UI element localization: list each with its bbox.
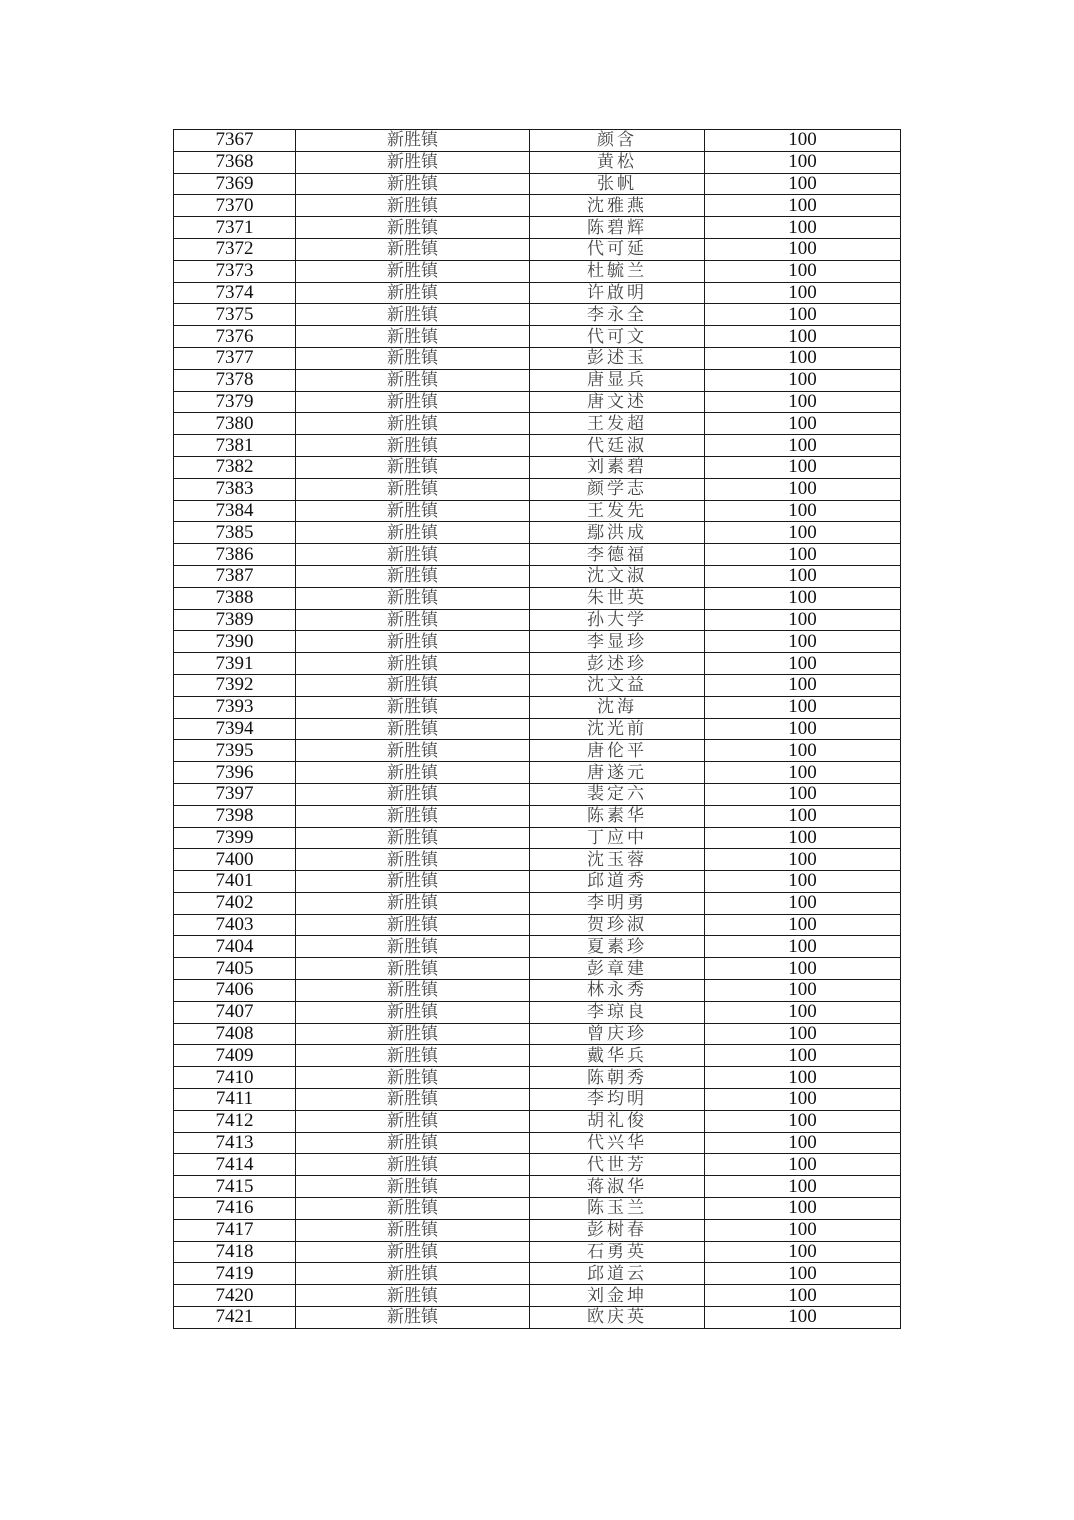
row-number-cell: 7418 (174, 1241, 296, 1263)
table-row (174, 413, 901, 435)
town-cell: 新胜镇 (296, 805, 530, 827)
person-name-cell: 孙大学 (530, 609, 705, 631)
amount-cell: 100 (705, 609, 901, 631)
person-name-cell: 石勇英 (530, 1241, 705, 1263)
table-row (174, 1023, 901, 1045)
town-cell: 新胜镇 (296, 369, 530, 391)
amount-cell: 100 (705, 456, 901, 478)
person-name-cell: 唐遂元 (530, 762, 705, 784)
amount-cell: 100 (705, 936, 901, 958)
town-cell: 新胜镇 (296, 326, 530, 348)
table-row (174, 1045, 901, 1067)
row-number-cell: 7380 (174, 413, 296, 435)
person-name-cell: 陈玉兰 (530, 1198, 705, 1220)
person-name-cell: 李永全 (530, 304, 705, 326)
person-name-cell: 刘金坤 (530, 1285, 705, 1307)
person-name-cell: 欧庆英 (530, 1307, 705, 1329)
table-row (174, 500, 901, 522)
row-number-cell: 7375 (174, 304, 296, 326)
person-name-cell: 代世芳 (530, 1154, 705, 1176)
table-row (174, 238, 901, 260)
town-cell: 新胜镇 (296, 1045, 530, 1067)
town-cell: 新胜镇 (296, 1132, 530, 1154)
town-cell: 新胜镇 (296, 958, 530, 980)
table-row (174, 980, 901, 1002)
table-row (174, 871, 901, 893)
person-name-cell: 许啟明 (530, 282, 705, 304)
person-name-cell: 丁应中 (530, 827, 705, 849)
row-number-cell: 7396 (174, 762, 296, 784)
amount-cell: 100 (705, 238, 901, 260)
table-row (174, 631, 901, 653)
amount-cell: 100 (705, 1176, 901, 1198)
amount-cell: 100 (705, 631, 901, 653)
row-number-cell: 7413 (174, 1132, 296, 1154)
table-row (174, 827, 901, 849)
amount-cell: 100 (705, 282, 901, 304)
town-cell: 新胜镇 (296, 1001, 530, 1023)
person-name-cell: 颜学志 (530, 478, 705, 500)
row-number-cell: 7402 (174, 892, 296, 914)
row-number-cell: 7400 (174, 849, 296, 871)
amount-cell: 100 (705, 195, 901, 217)
table-row (174, 718, 901, 740)
row-number-cell: 7383 (174, 478, 296, 500)
amount-cell: 100 (705, 435, 901, 457)
row-number-cell: 7421 (174, 1307, 296, 1329)
person-name-cell: 沈海 (530, 696, 705, 718)
person-name-cell: 杜毓兰 (530, 260, 705, 282)
person-name-cell: 彭述玉 (530, 347, 705, 369)
table-row (174, 173, 901, 195)
amount-cell: 100 (705, 1023, 901, 1045)
amount-cell: 100 (705, 849, 901, 871)
table-row (174, 1198, 901, 1220)
table-row (174, 522, 901, 544)
person-name-cell: 胡礼俊 (530, 1110, 705, 1132)
row-number-cell: 7388 (174, 587, 296, 609)
table-row (174, 544, 901, 566)
table-row (174, 304, 901, 326)
person-name-cell: 夏素珍 (530, 936, 705, 958)
row-number-cell: 7384 (174, 500, 296, 522)
row-number-cell: 7374 (174, 282, 296, 304)
amount-cell: 100 (705, 674, 901, 696)
row-number-cell: 7412 (174, 1110, 296, 1132)
table-row (174, 217, 901, 239)
table-row (174, 1285, 901, 1307)
town-cell: 新胜镇 (296, 674, 530, 696)
town-cell: 新胜镇 (296, 478, 530, 500)
amount-cell: 100 (705, 304, 901, 326)
person-name-cell: 王发先 (530, 500, 705, 522)
row-number-cell: 7381 (174, 435, 296, 457)
amount-cell: 100 (705, 478, 901, 500)
town-cell: 新胜镇 (296, 1089, 530, 1111)
amount-cell: 100 (705, 500, 901, 522)
row-number-cell: 7376 (174, 326, 296, 348)
town-cell: 新胜镇 (296, 1219, 530, 1241)
amount-cell: 100 (705, 1241, 901, 1263)
amount-cell: 100 (705, 1110, 901, 1132)
table-row (174, 391, 901, 413)
row-number-cell: 7395 (174, 740, 296, 762)
town-cell: 新胜镇 (296, 522, 530, 544)
amount-cell: 100 (705, 544, 901, 566)
town-cell: 新胜镇 (296, 1285, 530, 1307)
town-cell: 新胜镇 (296, 1023, 530, 1045)
amount-cell: 100 (705, 892, 901, 914)
table-row (174, 1154, 901, 1176)
row-number-cell: 7392 (174, 674, 296, 696)
person-name-cell: 李显珍 (530, 631, 705, 653)
amount-cell: 100 (705, 1001, 901, 1023)
person-name-cell: 朱世英 (530, 587, 705, 609)
person-name-cell: 唐文述 (530, 391, 705, 413)
town-cell: 新胜镇 (296, 456, 530, 478)
amount-cell: 100 (705, 522, 901, 544)
person-name-cell: 沈雅燕 (530, 195, 705, 217)
amount-cell: 100 (705, 762, 901, 784)
row-number-cell: 7416 (174, 1198, 296, 1220)
person-name-cell: 邱道秀 (530, 871, 705, 893)
town-cell: 新胜镇 (296, 282, 530, 304)
table-row (174, 151, 901, 173)
table-row (174, 740, 901, 762)
person-name-cell: 彭树春 (530, 1219, 705, 1241)
town-cell: 新胜镇 (296, 631, 530, 653)
town-cell: 新胜镇 (296, 260, 530, 282)
amount-cell: 100 (705, 1219, 901, 1241)
person-name-cell: 陈素华 (530, 805, 705, 827)
table-row (174, 478, 901, 500)
amount-cell: 100 (705, 914, 901, 936)
table-row (174, 565, 901, 587)
person-name-cell: 戴华兵 (530, 1045, 705, 1067)
amount-cell: 100 (705, 1045, 901, 1067)
table-row (174, 1307, 901, 1329)
row-number-cell: 7419 (174, 1263, 296, 1285)
row-number-cell: 7408 (174, 1023, 296, 1045)
person-name-cell: 李德福 (530, 544, 705, 566)
table-row (174, 696, 901, 718)
table-row (174, 762, 901, 784)
town-cell: 新胜镇 (296, 238, 530, 260)
table-row (174, 849, 901, 871)
table-row (174, 892, 901, 914)
row-number-cell: 7368 (174, 151, 296, 173)
town-cell: 新胜镇 (296, 544, 530, 566)
town-cell: 新胜镇 (296, 871, 530, 893)
person-name-cell: 王发超 (530, 413, 705, 435)
town-cell: 新胜镇 (296, 653, 530, 675)
table-row (174, 914, 901, 936)
row-number-cell: 7406 (174, 980, 296, 1002)
row-number-cell: 7411 (174, 1089, 296, 1111)
town-cell: 新胜镇 (296, 435, 530, 457)
amount-cell: 100 (705, 980, 901, 1002)
person-name-cell: 唐显兵 (530, 369, 705, 391)
table-row (174, 805, 901, 827)
table-row (174, 456, 901, 478)
table-row (174, 1263, 901, 1285)
row-number-cell: 7397 (174, 783, 296, 805)
town-cell: 新胜镇 (296, 347, 530, 369)
table-row (174, 936, 901, 958)
table-row (174, 1219, 901, 1241)
row-number-cell: 7387 (174, 565, 296, 587)
row-number-cell: 7391 (174, 653, 296, 675)
table-row (174, 958, 901, 980)
roster-table-body (174, 130, 901, 1329)
row-number-cell: 7370 (174, 195, 296, 217)
table-row (174, 1067, 901, 1089)
table-row (174, 282, 901, 304)
town-cell: 新胜镇 (296, 1198, 530, 1220)
amount-cell: 100 (705, 871, 901, 893)
table-row (174, 326, 901, 348)
town-cell: 新胜镇 (296, 914, 530, 936)
row-number-cell: 7404 (174, 936, 296, 958)
person-name-cell: 贺珍淑 (530, 914, 705, 936)
person-name-cell: 林永秀 (530, 980, 705, 1002)
table-row (174, 195, 901, 217)
amount-cell: 100 (705, 565, 901, 587)
town-cell: 新胜镇 (296, 827, 530, 849)
person-name-cell: 唐伦平 (530, 740, 705, 762)
amount-cell: 100 (705, 326, 901, 348)
row-number-cell: 7393 (174, 696, 296, 718)
row-number-cell: 7371 (174, 217, 296, 239)
row-number-cell: 7420 (174, 1285, 296, 1307)
person-name-cell: 沈文淑 (530, 565, 705, 587)
person-name-cell: 代廷淑 (530, 435, 705, 457)
town-cell: 新胜镇 (296, 783, 530, 805)
person-name-cell: 刘素碧 (530, 456, 705, 478)
table-row (174, 1132, 901, 1154)
amount-cell: 100 (705, 1154, 901, 1176)
row-number-cell: 7394 (174, 718, 296, 740)
person-name-cell: 裴定六 (530, 783, 705, 805)
amount-cell: 100 (705, 260, 901, 282)
person-name-cell: 彭章建 (530, 958, 705, 980)
town-cell: 新胜镇 (296, 1110, 530, 1132)
town-cell: 新胜镇 (296, 1067, 530, 1089)
person-name-cell: 邱道云 (530, 1263, 705, 1285)
town-cell: 新胜镇 (296, 849, 530, 871)
amount-cell: 100 (705, 958, 901, 980)
amount-cell: 100 (705, 718, 901, 740)
table-row (174, 1241, 901, 1263)
town-cell: 新胜镇 (296, 740, 530, 762)
person-name-cell: 彭述珍 (530, 653, 705, 675)
amount-cell: 100 (705, 391, 901, 413)
row-number-cell: 7378 (174, 369, 296, 391)
table-row (174, 260, 901, 282)
table-row (174, 130, 901, 152)
person-name-cell: 代可文 (530, 326, 705, 348)
town-cell: 新胜镇 (296, 217, 530, 239)
row-number-cell: 7410 (174, 1067, 296, 1089)
row-number-cell: 7390 (174, 631, 296, 653)
row-number-cell: 7417 (174, 1219, 296, 1241)
person-name-cell: 沈玉蓉 (530, 849, 705, 871)
amount-cell: 100 (705, 413, 901, 435)
row-number-cell: 7386 (174, 544, 296, 566)
amount-cell: 100 (705, 1067, 901, 1089)
table-row (174, 347, 901, 369)
person-name-cell: 代可延 (530, 238, 705, 260)
person-name-cell: 蒋淑华 (530, 1176, 705, 1198)
amount-cell: 100 (705, 369, 901, 391)
amount-cell: 100 (705, 827, 901, 849)
town-cell: 新胜镇 (296, 718, 530, 740)
row-number-cell: 7372 (174, 238, 296, 260)
town-cell: 新胜镇 (296, 1241, 530, 1263)
person-name-cell: 代兴华 (530, 1132, 705, 1154)
town-cell: 新胜镇 (296, 1176, 530, 1198)
person-name-cell: 颜含 (530, 130, 705, 152)
table-row (174, 1176, 901, 1198)
town-cell: 新胜镇 (296, 195, 530, 217)
town-cell: 新胜镇 (296, 413, 530, 435)
amount-cell: 100 (705, 805, 901, 827)
table-row (174, 587, 901, 609)
person-name-cell: 鄢洪成 (530, 522, 705, 544)
roster-table (173, 129, 901, 1329)
amount-cell: 100 (705, 1089, 901, 1111)
table-row (174, 1089, 901, 1111)
amount-cell: 100 (705, 347, 901, 369)
town-cell: 新胜镇 (296, 1263, 530, 1285)
amount-cell: 100 (705, 740, 901, 762)
row-number-cell: 7389 (174, 609, 296, 631)
person-name-cell: 曾庆珍 (530, 1023, 705, 1045)
row-number-cell: 7403 (174, 914, 296, 936)
row-number-cell: 7367 (174, 130, 296, 152)
row-number-cell: 7369 (174, 173, 296, 195)
town-cell: 新胜镇 (296, 1154, 530, 1176)
row-number-cell: 7379 (174, 391, 296, 413)
person-name-cell: 李琼良 (530, 1001, 705, 1023)
amount-cell: 100 (705, 217, 901, 239)
row-number-cell: 7405 (174, 958, 296, 980)
person-name-cell: 沈文益 (530, 674, 705, 696)
town-cell: 新胜镇 (296, 980, 530, 1002)
town-cell: 新胜镇 (296, 173, 530, 195)
amount-cell: 100 (705, 130, 901, 152)
amount-cell: 100 (705, 653, 901, 675)
table-row (174, 653, 901, 675)
row-number-cell: 7373 (174, 260, 296, 282)
row-number-cell: 7399 (174, 827, 296, 849)
amount-cell: 100 (705, 1285, 901, 1307)
amount-cell: 100 (705, 1307, 901, 1329)
person-name-cell: 张帆 (530, 173, 705, 195)
row-number-cell: 7407 (174, 1001, 296, 1023)
person-name-cell: 陈朝秀 (530, 1067, 705, 1089)
town-cell: 新胜镇 (296, 762, 530, 784)
town-cell: 新胜镇 (296, 304, 530, 326)
town-cell: 新胜镇 (296, 696, 530, 718)
town-cell: 新胜镇 (296, 936, 530, 958)
town-cell: 新胜镇 (296, 130, 530, 152)
row-number-cell: 7385 (174, 522, 296, 544)
town-cell: 新胜镇 (296, 609, 530, 631)
town-cell: 新胜镇 (296, 565, 530, 587)
town-cell: 新胜镇 (296, 587, 530, 609)
amount-cell: 100 (705, 1132, 901, 1154)
person-name-cell: 黄松 (530, 151, 705, 173)
row-number-cell: 7398 (174, 805, 296, 827)
town-cell: 新胜镇 (296, 151, 530, 173)
amount-cell: 100 (705, 587, 901, 609)
amount-cell: 100 (705, 1263, 901, 1285)
town-cell: 新胜镇 (296, 1307, 530, 1329)
row-number-cell: 7377 (174, 347, 296, 369)
table-row (174, 435, 901, 457)
person-name-cell: 沈光前 (530, 718, 705, 740)
amount-cell: 100 (705, 173, 901, 195)
table-row (174, 369, 901, 391)
table-row (174, 609, 901, 631)
town-cell: 新胜镇 (296, 391, 530, 413)
row-number-cell: 7414 (174, 1154, 296, 1176)
amount-cell: 100 (705, 783, 901, 805)
row-number-cell: 7382 (174, 456, 296, 478)
amount-cell: 100 (705, 696, 901, 718)
person-name-cell: 陈碧辉 (530, 217, 705, 239)
person-name-cell: 李明勇 (530, 892, 705, 914)
town-cell: 新胜镇 (296, 500, 530, 522)
row-number-cell: 7409 (174, 1045, 296, 1067)
row-number-cell: 7415 (174, 1176, 296, 1198)
table-row (174, 1001, 901, 1023)
amount-cell: 100 (705, 151, 901, 173)
table-row (174, 1110, 901, 1132)
table-row (174, 783, 901, 805)
town-cell: 新胜镇 (296, 892, 530, 914)
amount-cell: 100 (705, 1198, 901, 1220)
table-row (174, 674, 901, 696)
row-number-cell: 7401 (174, 871, 296, 893)
person-name-cell: 李均明 (530, 1089, 705, 1111)
